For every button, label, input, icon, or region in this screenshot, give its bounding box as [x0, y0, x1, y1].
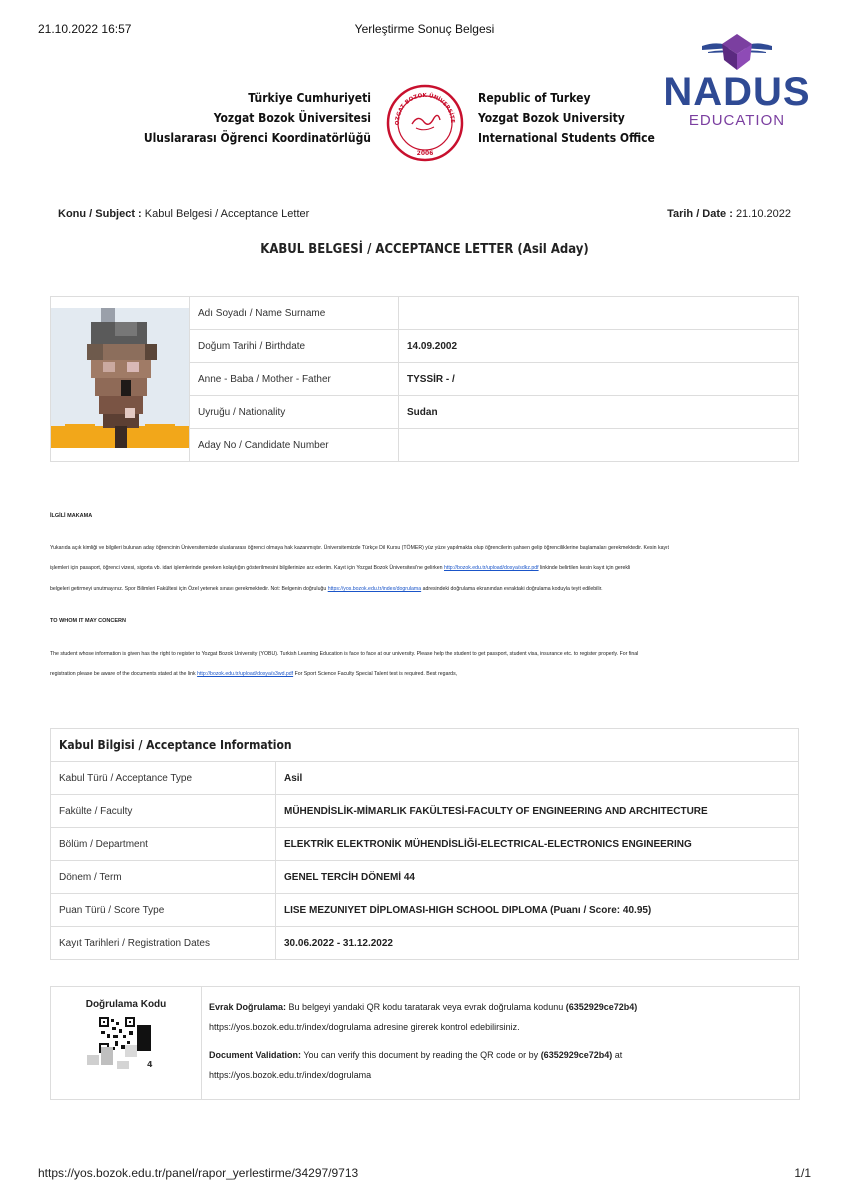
- notice-tr-text: linkinde belirtilen kesin kayıt için gerekli: [540, 565, 631, 571]
- verification-en-code: (6352929ce72b4): [540, 1050, 613, 1060]
- notice-tr-paragraph-1: Yukarıda açık kimliği ve bilgileri bulunan aday öğrencinin Üniversitemizde uluslararası öğrenci olmaya hak kazanmıştır. Üniversitemizde Türkçe Dil Kursu (TÖMER) yüz yüze yapılmakta olup öğrencilerin şahsen gelip öğrenciliklerine başlamaları gerekmektedir. Kesin kayıt: [50, 545, 669, 551]
- table-row: [51, 297, 799, 330]
- row-label: Fakülte / Faculty: [51, 795, 276, 828]
- notice-en-paragraph-1: The student whose information is given has the right to register to Yozgat Bozok University (YOBU). Turkish Learning Education is face to face at our university. Please help the student to get passport, student visa, insurance etc. to register properly. For final: [50, 651, 639, 657]
- subject-line: [58, 208, 309, 220]
- photo-cell: [51, 297, 190, 462]
- row-label: Uyruğu / Nationality: [190, 396, 399, 429]
- svg-text:2006: 2006: [416, 150, 434, 157]
- table-row: [51, 894, 799, 927]
- acceptance-type-value: Asil: [276, 762, 799, 795]
- notice-en-heading: [50, 618, 800, 625]
- notice-tr-heading-text: İLGİLİ MAKAMA: [50, 513, 93, 519]
- verification-text: [209, 997, 789, 1085]
- verification-code-title: Doğrulama Kodu: [85, 999, 167, 1010]
- row-label: Aday No / Candidate Number: [190, 429, 399, 462]
- name-value: [399, 297, 799, 330]
- verification-en-line: [209, 1045, 789, 1065]
- university-tr-line2: Yozgat Bozok Üniversitesi: [213, 111, 371, 125]
- nadus-logo-sub: EDUCATION: [688, 112, 786, 129]
- university-name-en: [478, 88, 655, 148]
- notice-tr-paragraph-3: [50, 586, 800, 593]
- university-tr-line3: Uluslararası Öğrenci Koordinatörlüğü: [143, 131, 371, 145]
- verification-tr-code: (6352929ce72b4): [565, 1002, 638, 1012]
- university-en-line3: International Students Office: [478, 131, 655, 145]
- university-name-tr: [144, 88, 371, 148]
- document-title: KABUL BELGESİ / ACCEPTANCE LETTER (Asil Aday): [260, 242, 589, 257]
- nadus-education-logo: [652, 32, 822, 132]
- notice-tr-heading: [50, 513, 800, 520]
- parents-value: TYSSİR - /: [399, 363, 799, 396]
- table-row: [51, 762, 799, 795]
- link-verification[interactable]: https://yos.bozok.edu.tr/index/dogrulama: [327, 586, 422, 592]
- row-label: Adı Soyadı / Name Surname: [190, 297, 399, 330]
- verification-tr-line2: https://yos.bozok.edu.tr/index/dogrulama adresine girerek kontrol edebilirsiniz.: [209, 1022, 520, 1032]
- acceptance-heading: Kabul Bilgisi / Acceptance Information: [51, 729, 799, 762]
- nationality-value: Sudan: [399, 396, 799, 429]
- verification-tr-label: Evrak Doğrulama:: [209, 1002, 287, 1012]
- row-label: Kabul Türü / Acceptance Type: [51, 762, 276, 795]
- notice-tr-paragraph-2: [50, 565, 800, 572]
- svg-text:YOZGAT BOZOK ÜNİVERSİTESİ: OZGAT BOZOK ÜNİVERSİTE: [394, 92, 456, 126]
- notice-tr-text: işlemleri için pasaport, öğrenci vizesi, sigorta vb. idari işlemlerinde gereken kolaylığın gösterilmesini bilgilerinize arz ederim. Kayıt için Yozgat Bozok Üniversitesi'ne gelirken: [50, 565, 443, 571]
- verification-box: [50, 986, 800, 1100]
- qr-code-icon: [87, 1017, 165, 1077]
- row-label: Dönem / Term: [51, 861, 276, 894]
- university-en-line1: Republic of Turkey: [478, 91, 591, 105]
- verification-en-label: Document Validation:: [209, 1050, 302, 1060]
- notice-tr-text: adresindeki doğrulama ekranından evraktaki doğrulama koduyla teyit edilebilir.: [422, 586, 603, 592]
- print-footer-page: 1/1: [794, 1166, 811, 1180]
- row-label: Bölüm / Department: [51, 828, 276, 861]
- candidate-photo: [51, 308, 189, 448]
- subject-value: Kabul Belgesi / Acceptance Letter: [144, 208, 310, 220]
- notice-tr-text: belgeleri getirmeyi unutmayınız. Spor Bilimleri Fakültesi için Özel yetenek sınavı gerekmektedir. Not: Belgenin doğruluğu: [50, 586, 327, 592]
- table-header-row: [51, 729, 799, 762]
- table-row: [51, 828, 799, 861]
- registration-dates-value: 30.06.2022 - 31.12.2022: [276, 927, 799, 960]
- birthdate-value: 14.09.2002: [399, 330, 799, 363]
- print-title: Yerleştirme Sonuç Belgesi: [354, 22, 495, 36]
- link-s3wd-pdf[interactable]: http://bozok.edu.tr/upload/dosya/s3wd.pdf: [197, 671, 294, 677]
- department-value: ELEKTRİK ELEKTRONİK MÜHENDİSLİĞİ-ELECTRICAL-ELECTRONICS ENGINEERING: [276, 828, 799, 861]
- verification-en-text: You can verify this document by reading the QR code or by: [303, 1050, 539, 1060]
- verification-en-text2: at: [614, 1050, 623, 1060]
- graduation-cap-icon: [652, 32, 822, 72]
- notice-en-heading-text: TO WHOM IT MAY CONCERN: [50, 618, 126, 624]
- notice-en-text: For Sport Science Faculty Special Talent test is required. Best regards,: [294, 671, 458, 677]
- row-label: Anne - Baba / Mother - Father: [190, 363, 399, 396]
- table-row: [51, 795, 799, 828]
- date-value: 21.10.2022: [735, 208, 791, 220]
- faculty-value: MÜHENDİSLİK-MİMARLIK FAKÜLTESİ-FACULTY OF ENGINEERING AND ARCHITECTURE: [276, 795, 799, 828]
- row-label: Puan Türü / Score Type: [51, 894, 276, 927]
- acceptance-info-table: [50, 728, 799, 960]
- candidate-number-value: [399, 429, 799, 462]
- print-footer-url: https://yos.bozok.edu.tr/panel/rapor_yerlestirme/34297/9713: [38, 1166, 359, 1180]
- notice-en-text: registration please be aware of the documents stated at the link: [50, 671, 196, 677]
- notice-en-paragraph-2: [50, 671, 800, 678]
- verification-tr-text: Bu belgeyi yandaki QR kodu taratarak veya evrak doğrulama kodunu: [288, 1002, 564, 1012]
- print-datetime: 21.10.2022 16:57: [38, 22, 132, 36]
- university-seal-logo: [386, 84, 464, 162]
- date-line: [667, 208, 791, 220]
- term-value: GENEL TERCİH DÖNEMİ 44: [276, 861, 799, 894]
- date-label: Tarih / Date :: [667, 208, 733, 220]
- verification-tr-line: [209, 997, 789, 1017]
- table-row: [51, 927, 799, 960]
- verification-en-url: https://yos.bozok.edu.tr/index/dogrulama: [209, 1070, 372, 1080]
- link-sdkz-pdf[interactable]: http://bozok.edu.tr/upload/dosya/sdkz.pdf: [444, 565, 539, 571]
- candidate-info-table: [50, 296, 799, 462]
- row-label: Doğum Tarihi / Birthdate: [190, 330, 399, 363]
- nadus-logo-name: NADUS: [663, 70, 811, 114]
- university-tr-line1: Türkiye Cumhuriyeti: [248, 91, 371, 105]
- table-row: [51, 861, 799, 894]
- svg-text:4: 4: [147, 1060, 153, 1069]
- score-type-value: LISE MEZUNIYET DİPLOMASI-HIGH SCHOOL DIPLOMA (Puanı / Score: 40.95): [276, 894, 799, 927]
- university-en-line2: Yozgat Bozok University: [478, 111, 625, 125]
- verification-code-panel: [51, 987, 202, 1099]
- subject-label: Konu / Subject :: [58, 208, 142, 220]
- row-label: Kayıt Tarihleri / Registration Dates: [51, 927, 276, 960]
